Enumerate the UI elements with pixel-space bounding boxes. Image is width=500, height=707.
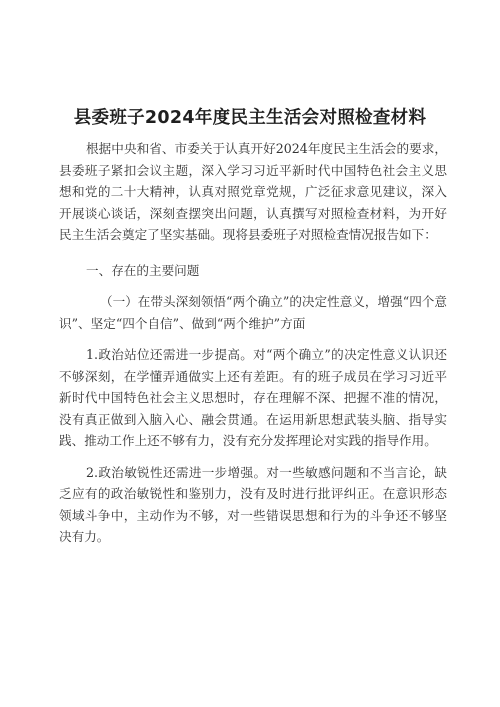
section-heading: 一、存在的主要问题 — [86, 262, 200, 278]
document-body — [59, 138, 447, 548]
document-title: 县委班子2024年度民主生活会对照检查材料 — [73, 108, 427, 128]
subsection-heading: （一）在带头深刻领悟“两个确立”的决定性意义，增强“四个意识”、坚定“四个自信”、做到“两个维护”方面 — [59, 294, 447, 331]
point-paragraph-1: 1.政治站位还需进一步提高。对“两个确立”的决定性意义认识还不够深刻，在学懂弄通做实上还有差距。有的班子成员在学习习近平新时代中国特色社会主义思想时，存在理解不深、把握不准的情况，没有真正做到入脑入心、融会贯通。在运用新思想武装头脑、指导实践、推动工作上还不够有力，没有充分发挥理论对实践的指导作用。 — [59, 347, 447, 448]
intro-paragraph: 根据中央和省、市委关于认真开好2024年度民主生活会的要求，县委班子紧扣会议主题，深入学习习近平新时代中国特色社会主义思想和党的二十大精神，认真对照党章党规，广泛征求意见建议，深入开展谈心谈话，深刻查摆突出问题，认真撰写对照检查材料，为开好民主生活会奠定了坚实基础。现将县委班子对照检查情况报告如下： — [59, 141, 447, 242]
point-paragraph-2: 2.政治敏锐性还需进一步增强。对一些敏感问题和不当言论，缺乏应有的政治敏锐性和鉴别力，没有及时进行批评纠正。在意识形态领域斗争中，主动作为不够，对一些错误思想和行为的斗争还不够坚决有力。 — [59, 464, 447, 544]
